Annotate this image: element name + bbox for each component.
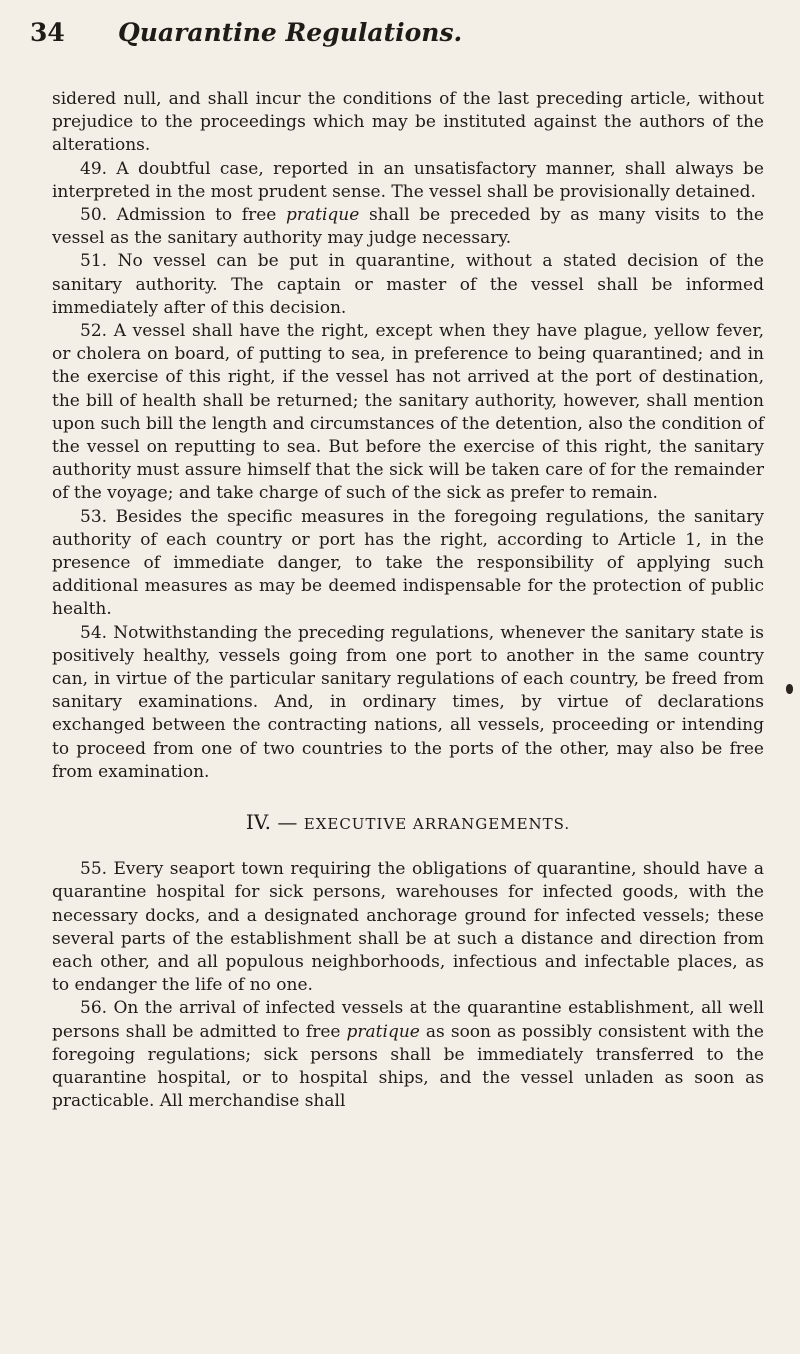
running-title: Quarantine Regulations. xyxy=(118,18,463,47)
margin-ink-mark xyxy=(786,684,793,694)
paragraph-52: 52. A vessel shall have the right, except when they have plague, yellow fever, or cholera on board, of putting to sea, in preference to being quarantined; and in the exercise of this right, if the vessel has not arrived at the port of destination, the bill of health shall be returned; the sanitary authority, however, shall mention upon such bill the length and circumstances of the detention, also the condition of the vessel on reputting to sea. But before the exercise of this right, the sanitary authority must assure himself that the sick will be taken care of for the remainder of the voyage; and take charge of such of the sick as prefer to remain. xyxy=(52,321,764,504)
section-dash: — xyxy=(277,810,298,835)
paragraph-51: 51. No vessel can be put in quarantine, without a stated decision of the sanitary authority. The captain or master of the vessel shall be informed immediately after of this decision. xyxy=(52,251,764,318)
paragraph-50 xyxy=(52,204,764,250)
section-numeral: IV. xyxy=(245,810,272,835)
paragraph-continuation: sidered null, and shall incur the conditions of the last preceding article, without prejudice to the proceedings which may be instituted against the authors of the alterations. xyxy=(52,89,764,156)
paragraph-55: 55. Every seaport town requiring the obligations of quarantine, should have a quarantine hospital for sick persons, warehouses for infected goods, with the necessary docks, and a designated anchorage ground for infected vessels; these several parts of the establishment shall be at such a distance and direction from each other, and all populous neighborhoods, infectious and infectable places, as to endanger the life of no one. xyxy=(52,859,764,996)
section-heading xyxy=(52,809,764,837)
paragraph-53: 53. Besides the specific measures in the foregoing regulations, the sanitary authority of each country or port has the right, according to Article 1, in the presence of immediate danger, to take the responsibility of applying such additional measures as may be deemed indispensable for the protection of public health. xyxy=(52,506,764,620)
paragraph-56-emphasis: pratique xyxy=(346,1021,420,1042)
running-head xyxy=(30,16,764,50)
paragraph-56 xyxy=(52,997,764,1113)
page-number: 34 xyxy=(30,18,65,47)
paragraph-50-rest: shall be preceded by as many visits to the vessel as the sanitary authority may judge necessary. xyxy=(52,205,764,249)
paragraph-50-emphasis: pratique xyxy=(286,205,360,226)
body-text xyxy=(52,88,764,1113)
paragraph-56-rest: as soon as possibly consistent with the foregoing regulations; sick persons shall be immediately transferred to the quarantine hospital, or to hospital ships, and the vessel unladen as soon as practicable. All merchandise shall xyxy=(52,1021,764,1112)
section-title: EXECUTIVE ARRANGEMENTS. xyxy=(303,815,571,834)
paragraph-50-lead: 50. Admission to free xyxy=(80,205,286,226)
paragraph-54: 54. Notwithstanding the preceding regulations, whenever the sanitary state is positively healthy, vessels going from one port to another in the same country can, in virtue of the particular sanitary regulations of each country, be freed from sanitary examinations. And, in ordinary times, by virtue of declarations exchanged between the contracting nations, all vessels, proceeding or intending to proceed from one of two countries to the ports of the other, may also be free from examination. xyxy=(52,622,764,782)
paragraph-49: 49. A doubtful case, reported in an unsatisfactory manner, shall always be interpreted in the most prudent sense. The vessel shall be provisionally detained. xyxy=(52,158,764,202)
paragraph-56-lead: 56. On the arrival of infected vessels at the quarantine establishment, all well persons shall be admitted to free xyxy=(52,998,764,1042)
